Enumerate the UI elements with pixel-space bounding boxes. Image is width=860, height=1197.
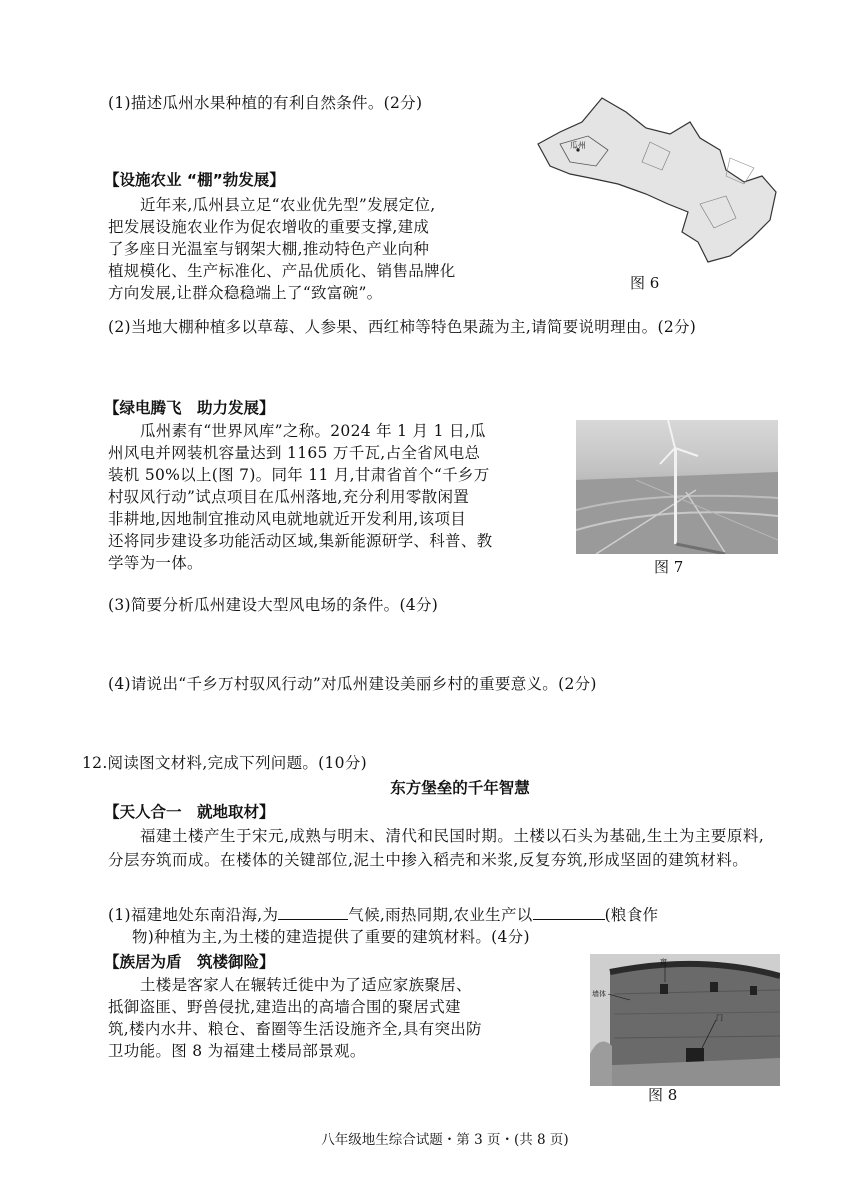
text-line: 村驭风行动”试点项目在瓜州落地,充分利用零散闲置 [108,488,470,506]
text-line: 还将同步建设多功能活动区域,集新能源研学、科普、教 [108,532,493,550]
passage-title [0,776,860,798]
question-11-part-2: (2)当地大棚种植多以草莓、人参果、西红柿等特色果蔬为主,请简要说明理由。(2分) [108,318,697,336]
q12-part-1-text-c: (粮食作 [604,906,659,924]
svg-text:瓜州: 瓜州 [570,141,586,150]
figure-8-tulou-photo [590,954,780,1086]
svg-text:墙体: 墙体 [592,990,606,998]
figure-7-wind-turbine-photo [576,420,778,554]
text-line: 了多座日光温室与钢架大棚,推动特色产业向种 [108,240,430,258]
question-12-intro: 12.阅读图文材料,完成下列问题。(10分) [82,754,367,772]
svg-text:窗: 窗 [660,958,667,966]
text-line: 学等为一体。 [108,554,203,572]
question-11-part-1: (1)描述瓜州水果种植的有利自然条件。(2分) [108,94,423,112]
question-11-part-4: (4)请说出“千乡万村驭风行动”对瓜州建设美丽乡村的重要意义。(2分) [108,675,597,693]
text-line: 卫功能。图 8 为福建土楼局部景观。 [108,1042,366,1060]
text-line: 把发展设施农业作为促农增收的重要支撑,建成 [108,218,430,236]
question-11-part-3: (3)简要分析瓜州建设大型风电场的条件。(4分) [108,596,439,614]
text-line: 近年来,瓜州县立足“农业优先型”发展定位, [140,196,436,214]
q12-part-1-text-b: 气候,雨热同期,农业生产以 [348,906,533,924]
section-heading-green-power: 【绿电腾飞 助力发展】 [104,399,275,417]
section-heading-defense: 【族居为盾 筑楼御险】 [104,953,275,971]
text-line: 州风电并网装机容量达到 1165 万千瓦,占全省风电总 [108,444,481,462]
facility-agriculture-paragraph [108,194,456,304]
section-heading-facility-agriculture: 【设施农业 “棚”勃发展】 [104,171,285,189]
text-line: 筑,楼内水井、粮仓、畜圈等生活设施齐全,具有突出防 [108,1020,482,1038]
figure-8-caption: 图 8 [648,1086,678,1104]
question-12-part-1 [108,903,658,926]
question-12-part-1-continued: 物)种植为主,为土楼的建造提供了重要的建筑材料。(4分) [132,928,530,946]
text-line: 瓜州素有“世界风库”之称。2024 年 1 月 1 日,瓜 [140,422,486,440]
passage-title-text: 东方堡垒的千年智慧 [390,779,530,797]
tulou-defense-paragraph [108,974,482,1062]
blank-crop-answer[interactable] [533,903,605,920]
text-line: 装机 50%以上(图 7)。同年 11 月,甘肃省首个“千乡万 [108,466,490,484]
figure-7-caption: 图 7 [654,558,684,576]
section-heading-harmony: 【天人合一 就地取材】 [104,803,275,821]
page-footer-text: 八年级地生综合试题・第 3 页・(共 8 页) [321,1132,569,1148]
text-line: 土楼是客家人在辗转迁徙中为了适应家族聚居、 [140,976,472,994]
page-footer [0,1128,860,1148]
text-line: 非耕地,因地制宜推动风电就地就近开发利用,该项目 [108,510,467,528]
q12-part-1-text-a: (1)福建地处东南沿海,为 [108,906,279,924]
tulou-material-paragraph: 福建土楼产生于宋元,成熟与明末、清代和民国时期。土楼以石头为基础,生土为主要原料,分层夯筑而成。在楼体的关键部位,泥土中掺入稻壳和米浆,反复夯筑,形成坚固的建筑材料。 [108,827,765,869]
text-line: 方向发展,让群众稳稳端上了“致富碗”。 [108,284,383,302]
svg-text:门: 门 [716,1014,723,1022]
blank-climate-answer[interactable] [278,903,348,920]
green-power-paragraph [108,420,492,574]
figure-6-map [530,92,782,267]
text-line: 植规模化、生产标准化、产品优质化、销售品牌化 [108,262,456,280]
figure-6-caption: 图 6 [630,274,660,292]
text-line: 抵御盗匪、野兽侵扰,建造出的高墙合围的聚居式建 [108,998,461,1016]
